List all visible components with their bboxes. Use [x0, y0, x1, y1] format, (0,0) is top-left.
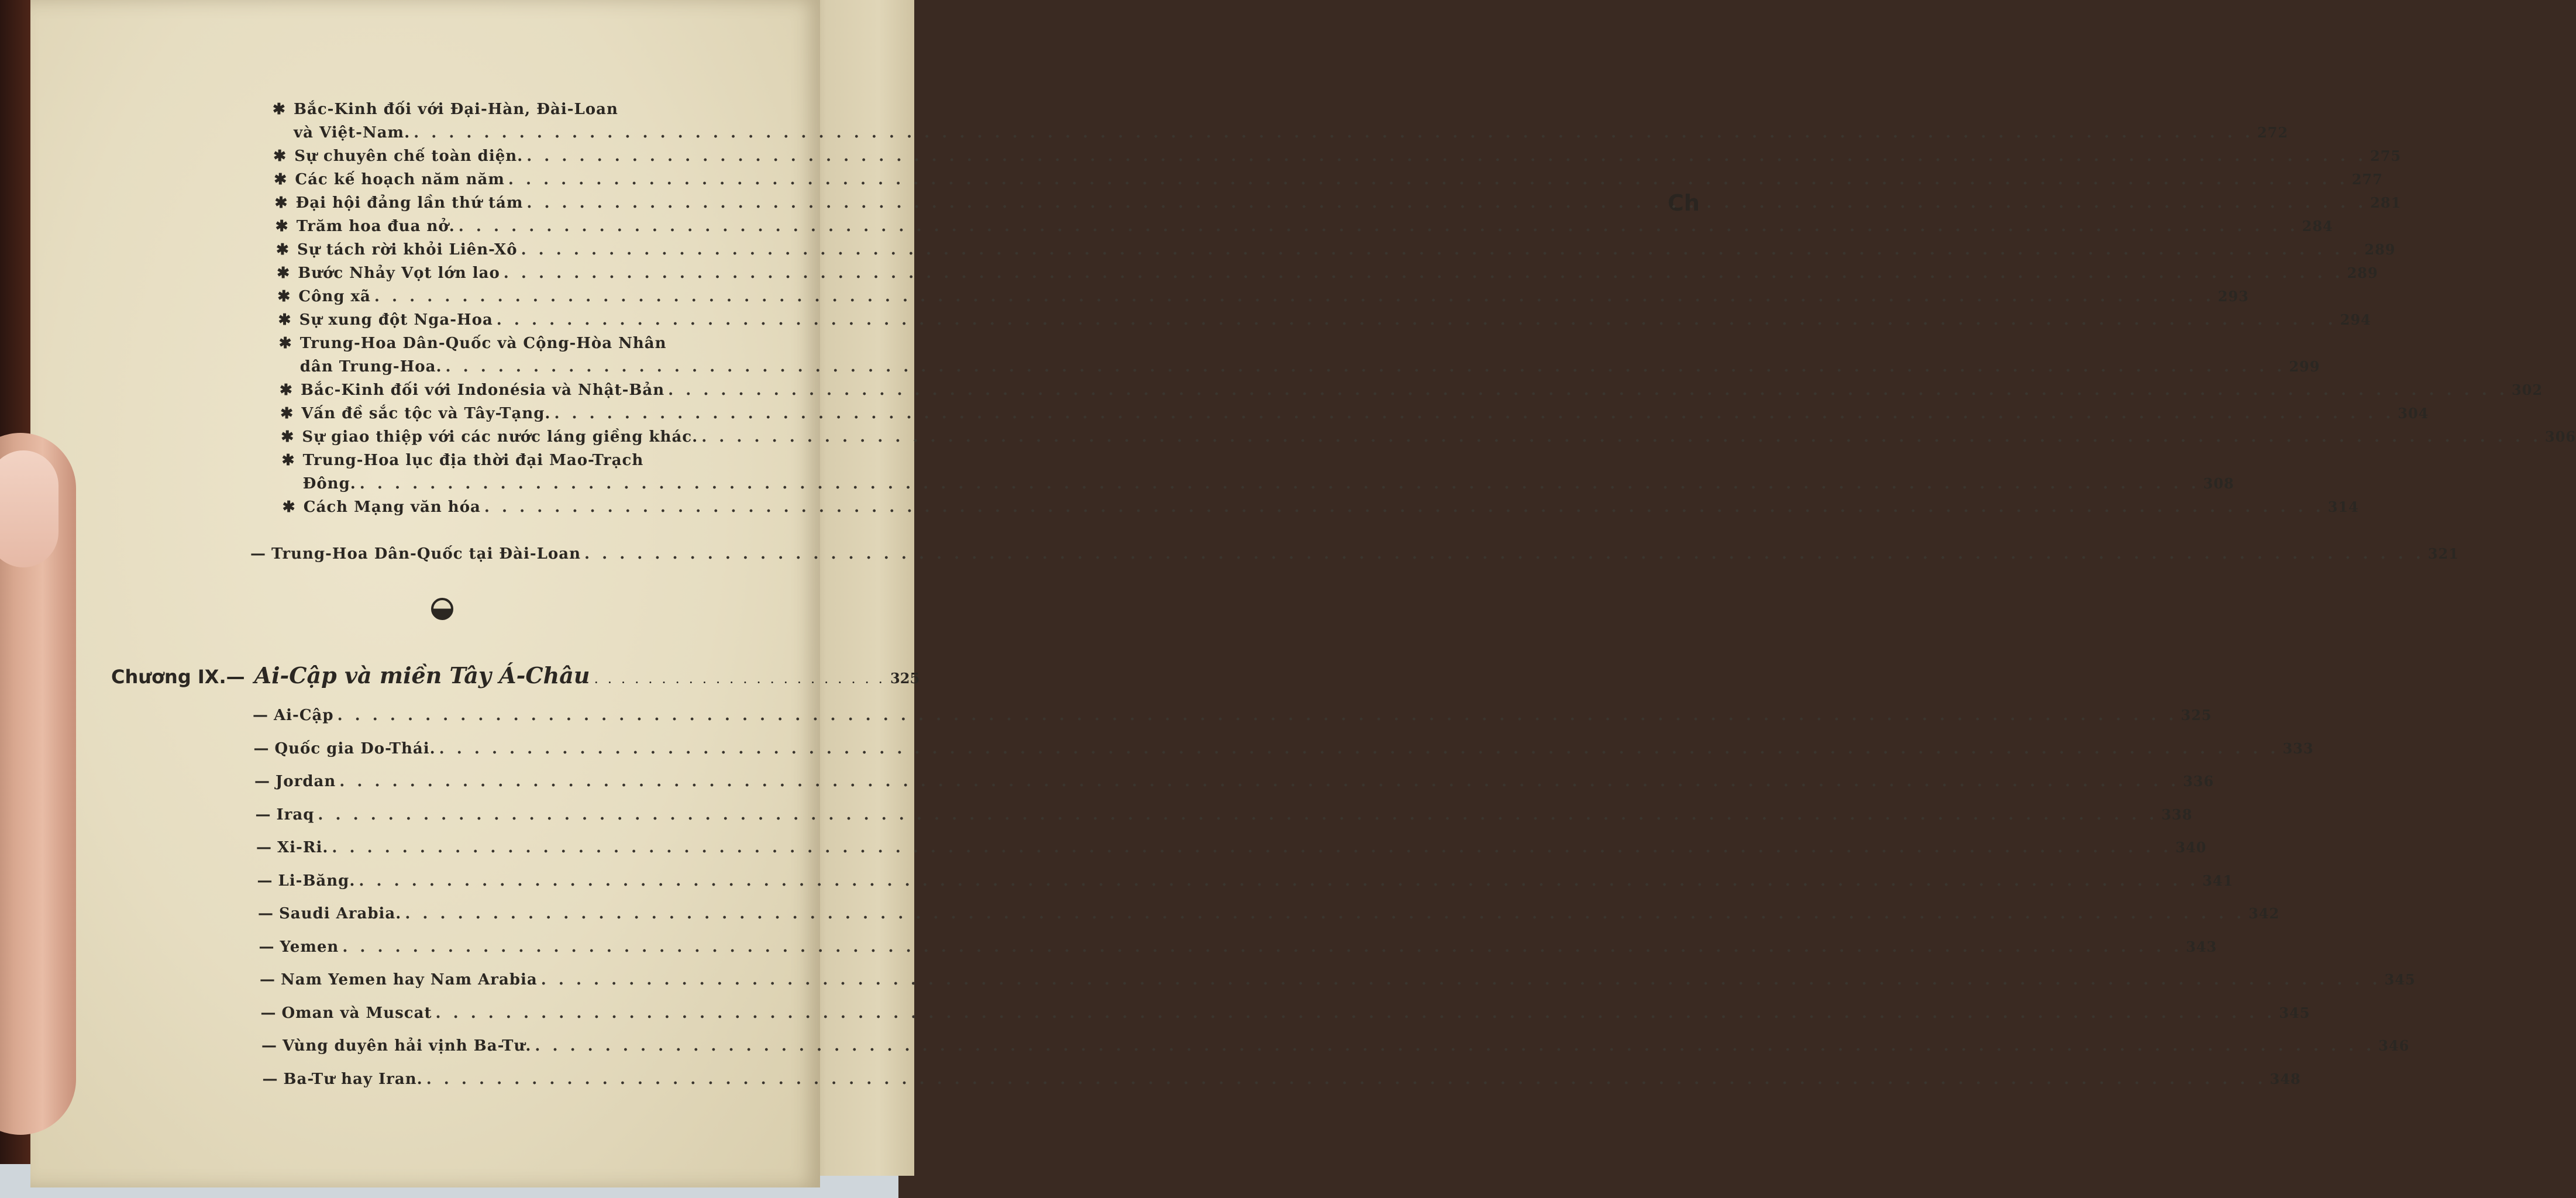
dash-bullet-icon: — — [258, 905, 274, 922]
entry-title: Oman và Muscat — [281, 1004, 432, 1022]
entry-page-number: 333 — [2282, 739, 2314, 757]
dash-bullet-icon: — — [253, 739, 270, 758]
star-bullet-icon: ✱ — [281, 452, 295, 469]
entry-page-number: 346 — [2378, 1037, 2410, 1054]
entry-title: Quốc gia Do-Thái. — [274, 739, 436, 758]
dash-bullet-icon: — — [262, 1070, 278, 1088]
star-bullet-icon: ✱ — [278, 311, 292, 329]
dash-bullet-icon: — — [254, 773, 270, 790]
toc-entry — [276, 241, 2396, 259]
toc-entry — [277, 288, 2249, 305]
dot-leader — [328, 839, 2175, 856]
toc-entry — [279, 335, 731, 352]
star-bullet-icon: ✱ — [274, 194, 288, 212]
entry-title: Trung-Hoa Dân-Quốc tại Đài-Loan — [271, 545, 581, 563]
facing-page-text: Ch — [1668, 190, 1700, 216]
entry-page-number: 275 — [2370, 147, 2402, 164]
dot-leader — [518, 241, 2365, 259]
entry-page-number: 345 — [2279, 1004, 2310, 1021]
dash-bullet-icon: — — [253, 707, 268, 724]
entry-title: Jordan — [275, 773, 336, 790]
entry-page-number: 294 — [2340, 311, 2371, 328]
dot-leader — [314, 806, 2161, 824]
star-bullet-icon: ✱ — [280, 381, 293, 399]
chapter-page-number: 325 — [890, 670, 920, 687]
entry-page-number: 343 — [2186, 938, 2217, 955]
entry-title: Cách Mạng văn hóa — [303, 498, 481, 516]
chapter-entry — [260, 971, 2416, 989]
entry-title: Li-Băng. — [278, 872, 356, 890]
toc-entry-continued — [273, 124, 2289, 142]
dot-leader — [664, 381, 2512, 399]
dot-leader — [436, 740, 2283, 758]
entry-title: Sự tách rời khỏi Liên-Xô — [297, 241, 518, 259]
star-bullet-icon: ✱ — [277, 288, 291, 305]
dot-leader — [538, 971, 2385, 989]
dot-leader — [442, 358, 2289, 376]
entry-page-number: 284 — [2302, 218, 2333, 235]
dot-leader — [334, 707, 2181, 724]
dash-bullet-icon: — — [250, 545, 266, 563]
dot-leader — [356, 475, 2203, 493]
toc-entry — [282, 452, 739, 469]
star-bullet-icon: ✱ — [282, 498, 296, 516]
entry-title: Trung-Hoa Dân-Quốc và Cộng-Hòa Nhân — [299, 335, 667, 352]
dot-leader — [531, 1037, 2378, 1055]
dot-leader — [481, 498, 2328, 516]
dot-leader — [423, 1070, 2270, 1088]
dot-leader — [455, 218, 2302, 235]
dot-leader — [500, 264, 2347, 282]
section-ornament-icon — [431, 598, 453, 620]
chapter-title: Ai-Cập và miền Tây Á-Châu — [254, 662, 590, 688]
star-bullet-icon: ✱ — [276, 241, 290, 259]
dot-leader — [505, 171, 2352, 188]
entry-title: Sự giao thiệp với các nước láng giềng khác. — [302, 428, 698, 446]
dot-leader — [339, 938, 2186, 956]
entry-title: Đại hội đảng lần thứ tám — [295, 194, 524, 212]
dot-leader — [336, 773, 2183, 790]
entry-page-number: 306 — [2545, 428, 2576, 445]
chapter-entry — [253, 707, 2212, 724]
dash-bullet-icon: — — [261, 1037, 277, 1055]
chapter-entry — [253, 739, 2314, 758]
entry-title: Sự chuyên chế toàn diện. — [294, 147, 524, 165]
dot-leader — [371, 288, 2218, 305]
dot-leader — [410, 124, 2257, 142]
entry-title: Saudi Arabia. — [279, 905, 402, 922]
entry-page-number: 342 — [2248, 905, 2280, 922]
entry-page-number: 299 — [2289, 358, 2320, 375]
toc-section-entry — [250, 545, 2459, 563]
entry-title: Đông. — [302, 475, 356, 493]
entry-page-number: 348 — [2270, 1070, 2301, 1087]
entry-title: và Việt-Nam. — [294, 124, 411, 142]
dash-bullet-icon: — — [259, 938, 275, 956]
dot-leader — [432, 1004, 2279, 1022]
entry-title: Ai-Cập — [274, 707, 334, 724]
dash-bullet-icon: — — [255, 805, 271, 824]
entry-title: Sự xung đột Nga-Hoa — [299, 311, 493, 329]
star-bullet-icon: ✱ — [281, 428, 295, 446]
star-bullet-icon: ✱ — [277, 264, 290, 282]
entry-page-number: 336 — [2183, 773, 2215, 790]
star-bullet-icon: ✱ — [278, 335, 292, 352]
toc-entry — [278, 311, 2371, 329]
toc-entry — [274, 171, 2383, 188]
chapter-entry — [258, 905, 2280, 922]
entry-title: dân Trung-Hoa. — [299, 358, 442, 376]
chapter-entry — [259, 938, 2217, 956]
entry-page-number: 340 — [2175, 839, 2207, 856]
chapter-entry — [254, 773, 2215, 790]
dot-leader — [581, 545, 2428, 563]
entry-page-number: 325 — [2181, 707, 2212, 724]
entry-page-number: 281 — [2370, 194, 2402, 211]
entry-page-number: 341 — [2202, 872, 2234, 889]
toc-entry-continued — [282, 475, 2234, 493]
entry-title: Vùng duyên hải vịnh Ba-Tư. — [283, 1037, 532, 1055]
entry-page-number: 345 — [2384, 971, 2416, 988]
chapter-entry — [261, 1037, 2410, 1055]
entry-page-number: 338 — [2161, 805, 2193, 823]
entry-title: Các kế hoạch năm năm — [295, 171, 505, 188]
toc-entry — [273, 147, 2402, 165]
dash-bullet-icon: — — [260, 1004, 277, 1022]
entry-title: Công xã — [298, 288, 371, 305]
entry-page-number: 302 — [2511, 381, 2543, 398]
entry-page-number: 293 — [2217, 288, 2249, 305]
toc-entry — [275, 218, 2333, 235]
toc-entry — [281, 428, 2576, 446]
toc-entry-continued — [279, 358, 2320, 376]
entry-title: Nam Yemen hay Nam Arabia — [281, 971, 538, 989]
dot-leader — [401, 905, 2248, 922]
chapter-entry — [260, 1004, 2310, 1022]
chapter-entry — [256, 839, 2207, 856]
entry-title: Bắc-Kinh đối với Indonésia và Nhật-Bản — [301, 381, 665, 399]
entry-title: Trăm hoa đua nở. — [296, 218, 455, 235]
entry-title: Xi-Ri. — [277, 839, 329, 856]
toc-entry — [273, 101, 711, 118]
dot-leader — [355, 872, 2202, 890]
dot-leader — [550, 405, 2398, 422]
entry-page-number: 277 — [2351, 171, 2383, 188]
chapter-entry — [262, 1070, 2301, 1088]
entry-title: Vấn đề sắc tộc và Tây-Tạng. — [301, 405, 551, 422]
dash-bullet-icon: — — [256, 839, 272, 856]
star-bullet-icon: ✱ — [273, 147, 287, 165]
dash-bullet-icon: — — [260, 971, 275, 989]
entry-title: Bắc-Kinh đối với Đại-Hàn, Đài-Loan — [294, 101, 618, 118]
entry-page-number: 272 — [2257, 124, 2289, 141]
toc-entry — [280, 381, 2543, 399]
entry-page-number: 314 — [2327, 498, 2359, 515]
entry-page-number: 289 — [2347, 264, 2378, 281]
entry-page-number: 304 — [2398, 405, 2429, 422]
entry-page-number: 308 — [2203, 475, 2234, 492]
toc-entry — [277, 264, 2378, 282]
star-bullet-icon: ✱ — [280, 405, 294, 422]
dot-leader — [493, 311, 2340, 329]
entry-title: Iraq — [276, 805, 315, 824]
chapter-label: Chương IX.— — [111, 666, 245, 688]
entry-title: Ba-Tư hay Iran. — [283, 1070, 423, 1088]
entry-title: Trung-Hoa lục địa thời đại Mao-Trạch — [302, 452, 644, 469]
chapter-entry — [257, 872, 2234, 890]
entry-title: Yemen — [280, 938, 339, 956]
entry-title: Bước Nhảy Vọt lớn lao — [298, 264, 500, 282]
star-bullet-icon: ✱ — [275, 218, 289, 235]
dash-bullet-icon: — — [257, 872, 273, 890]
chapter-heading — [111, 662, 920, 688]
toc-entry — [280, 405, 2429, 422]
star-bullet-icon: ✱ — [274, 171, 288, 188]
chapter-entry — [255, 805, 2193, 824]
dot-leader — [523, 194, 2370, 212]
dot-leader — [698, 428, 2545, 446]
entry-page-number: 321 — [2427, 545, 2459, 562]
star-bullet-icon: ✱ — [273, 101, 286, 118]
toc-entry — [282, 498, 2359, 516]
entry-page-number: 289 — [2364, 241, 2396, 258]
dot-leader — [523, 147, 2370, 165]
dot-leader — [590, 674, 891, 686]
